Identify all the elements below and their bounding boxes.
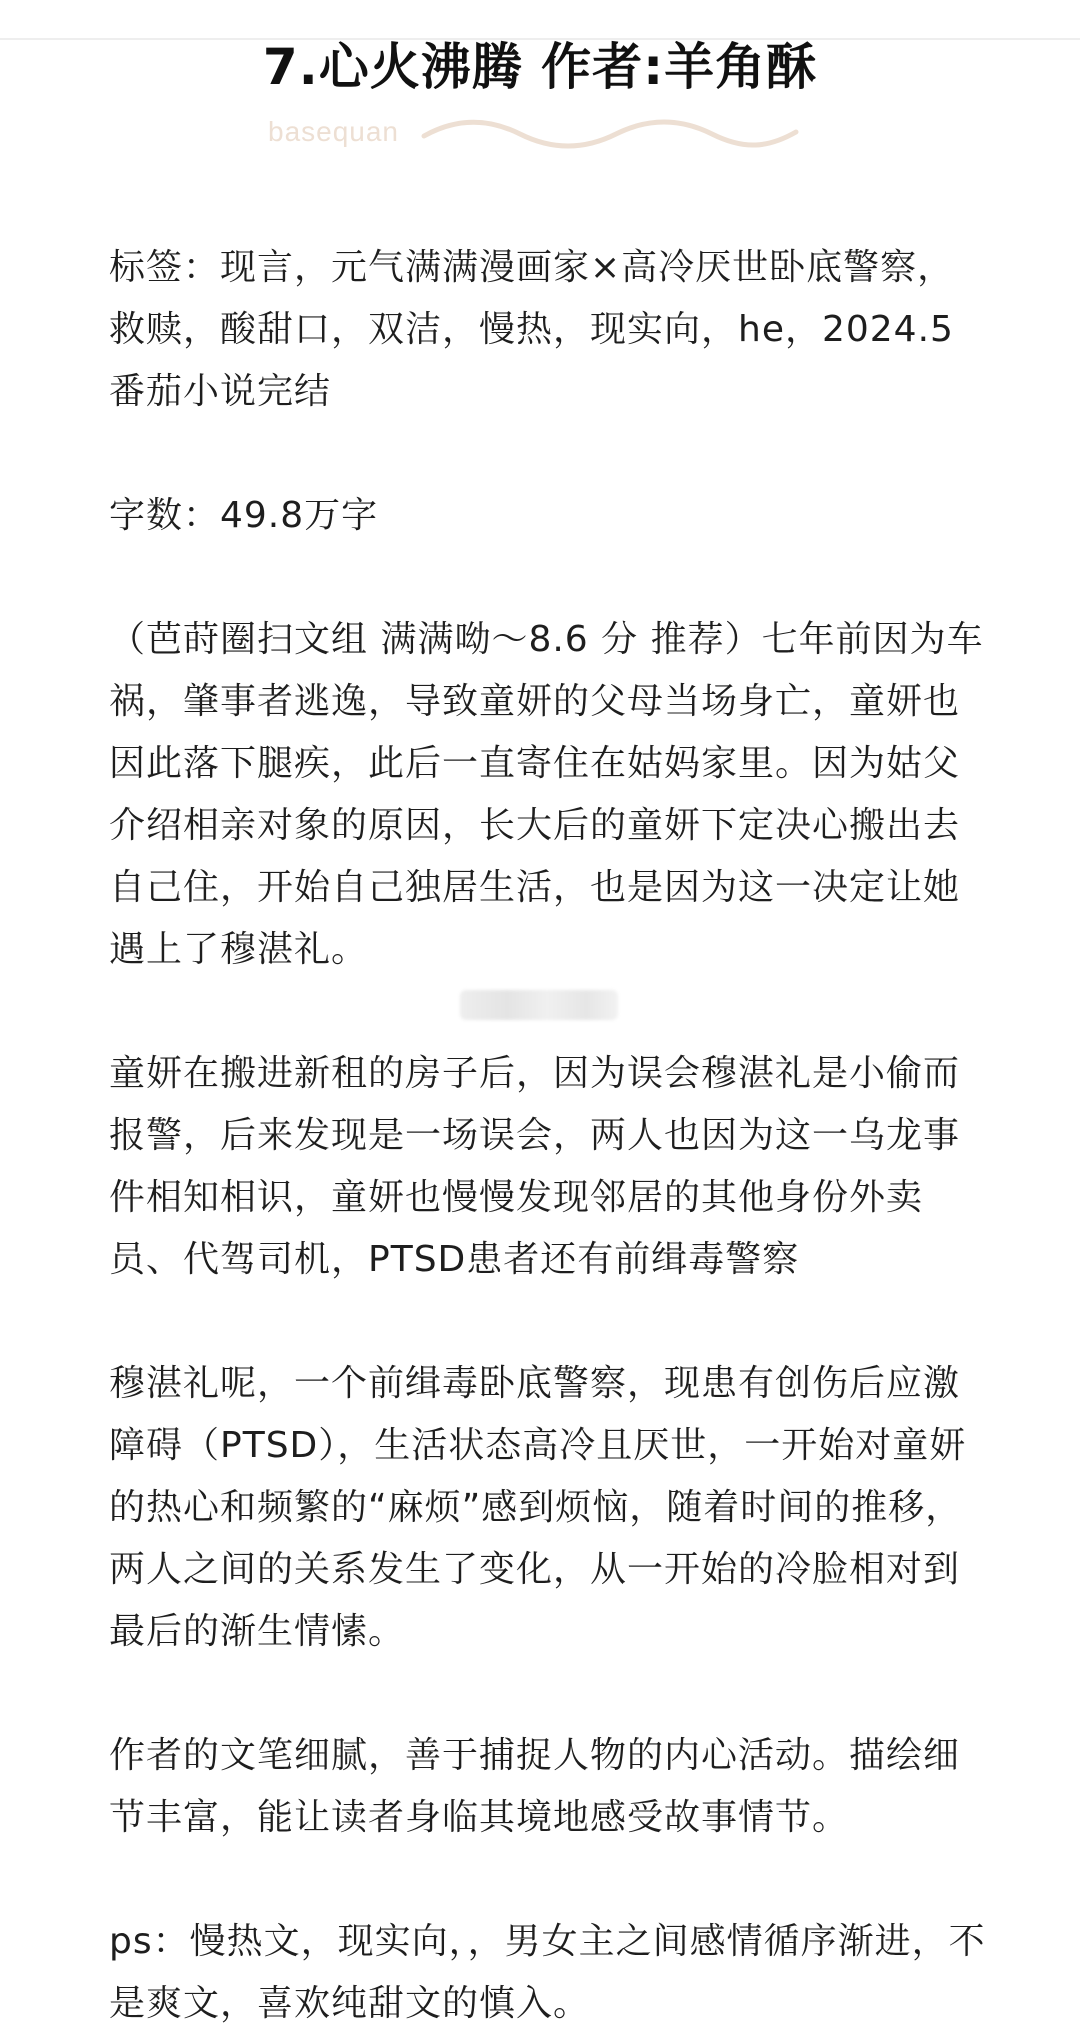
tags-paragraph: 标签：现言，元气满满漫画家×高冷厌世卧底警察，救赎，酸甜口，双洁，慢热，现实向，he，2024.5番茄小说完结 — [109, 247, 955, 412]
character-paragraph: 穆湛礼呢，一个前缉毒卧底警察，现患有创伤后应激障碍（PTSD），生活状态高冷且厌世，一开始对童妍的热心和频繁的“麻烦”感到烦恼，随着时间的推移，两人之间的关系发生了变化，从一开始的冷脸相对到最后的渐生情愫。 — [109, 1363, 967, 1652]
review-paragraph: 作者的文笔细腻，善于捕捉人物的内心活动。描绘细节丰富，能让读者身临其境地感受故事情节。 — [109, 1735, 961, 1838]
plot-paragraph: 童妍在搬进新租的房子后，因为误会穆湛礼是小偷而报警，后来发现是一场误会，两人也因为这一乌龙事件相知相识，童妍也慢慢发现邻居的其他身份外卖员、代驾司机，PTSD患者还有前缉毒警察 — [109, 1053, 961, 1280]
word-count-paragraph: 字数：49.8万字 — [109, 495, 379, 536]
page-title: 7.心火沸腾 作者:羊角酥 — [262, 38, 818, 96]
ps-paragraph: ps：慢热文，现实向，，男女主之间感情循序渐进，不是爽文，喜欢纯甜文的慎入。 — [109, 1921, 986, 2024]
blurred-watermark — [460, 990, 618, 1020]
post-body — [109, 237, 989, 2035]
wave-ornament-icon — [420, 114, 800, 154]
brand-text: basequan — [268, 116, 400, 147]
synopsis-paragraph: （芭莳圈扫文组 满满呦～8.6 分 推荐）七年前因为车祸，肇事者逃逸，导致童妍的父母当场身亡，童妍也因此落下腿疾，此后一直寄住在姑妈家里。因为姑父介绍相亲对象的原因，长大后的童妍下定决心搬出去自己住，开始自己独居生活，也是因为这一决定让她遇上了穆湛礼。 — [109, 619, 984, 970]
brand-watermark — [268, 110, 808, 160]
